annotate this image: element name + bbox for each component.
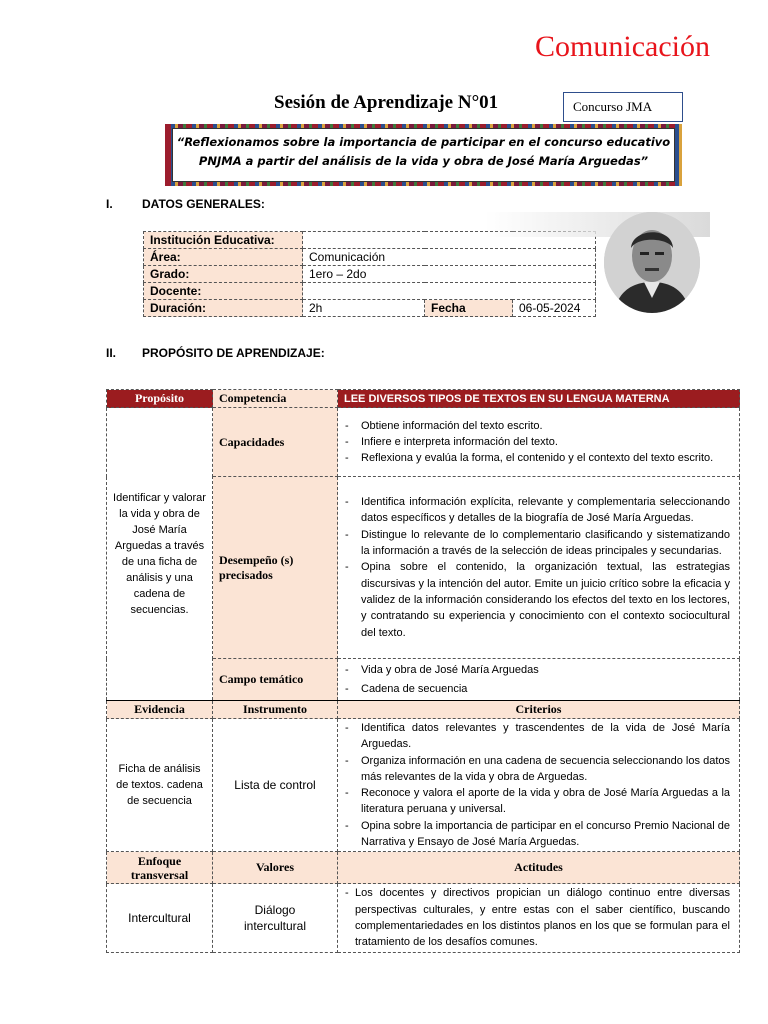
teacher-value <box>303 283 596 300</box>
subject-title: Comunicación <box>535 30 710 63</box>
competence-value: LEE DIVERSOS TIPOS DE TEXTOS EN SU LENGUA MATERNA <box>338 390 740 408</box>
contest-box: Concurso JMA <box>563 92 683 122</box>
attitudes-list <box>339 885 738 950</box>
table-row <box>144 300 596 317</box>
grade-label: Grado: <box>144 266 303 283</box>
table-row <box>107 701 740 719</box>
teacher-label: Docente: <box>144 283 303 300</box>
list-item: - Obtiene información del texto escrito. <box>339 418 730 434</box>
criteria-cell <box>338 719 740 852</box>
capacities-list <box>339 418 738 467</box>
table-row <box>107 884 740 952</box>
duration-label: Duración: <box>144 300 303 317</box>
section-title: PROPÓSITO DE APRENDIZAJE: <box>142 346 325 360</box>
instrument-header: Instrumento <box>213 701 338 719</box>
thematic-label: Campo temático <box>213 659 338 701</box>
list-item: - Los docentes y directivos propician un diálogo continuo entre diversas perspectivas culturales, y entre estas con el saber científico, buscando complementariedades en los distintos planos en los que se formulan para el tratamiento de los desafíos comunes. <box>339 885 730 950</box>
list-item: - Opina sobre la importancia de participar en el concurso Premio Nacional de Narrativa y Ensayo de José María Arguedas. <box>339 818 730 851</box>
performance-list <box>339 494 738 641</box>
section-number: II. <box>106 346 117 360</box>
purpose-header: Propósito <box>107 390 213 408</box>
table-row <box>144 249 596 266</box>
area-label: Área: <box>144 249 303 266</box>
list-item: - Cadena de secuencia <box>339 680 730 699</box>
list-item: - Opina sobre el contenido, la organización textual, las estrategias discursivas y la intención del autor. Emite un juicio crítico sobre la eficacia y validez de la información considerando los efectos del texto en los lectores, y contratando su experiencia y conocimiento con el contexto sociocultural del texto. <box>339 559 730 640</box>
section-number: I. <box>106 197 113 211</box>
values-text: Diálogo intercultural <box>213 884 338 952</box>
approach-text: Intercultural <box>107 884 213 952</box>
attitudes-cell <box>338 884 740 952</box>
table-row <box>107 852 740 884</box>
area-value: Comunicación <box>303 249 596 266</box>
approach-header: Enfoque transversal <box>107 852 213 884</box>
list-item: - Identifica datos relevantes y trascendentes de la vida de José María Arguedas. <box>339 720 730 753</box>
thematic-list <box>339 661 738 699</box>
date-value: 06-05-2024 <box>513 300 596 317</box>
capacities-label: Capacidades <box>213 408 338 477</box>
list-item: - Identifica información explícita, relevante y complementaria seleccionando datos específicos y detalles de la biografía de José María Arguedas. <box>339 494 730 527</box>
duration-value: 2h <box>303 300 425 317</box>
list-item: - Infiere e interpreta información del texto. <box>339 434 730 450</box>
table-row <box>107 719 740 852</box>
purpose-text: Identificar y valorar la vida y obra de José María Arguedas a través de una ficha de análisis y una cadena de secuencias. <box>107 408 213 701</box>
list-item: - Reflexiona y evalúa la forma, el contenido y el contexto del texto escrito. <box>339 450 730 466</box>
instrument-text: Lista de control <box>213 719 338 852</box>
table-row <box>107 390 740 408</box>
performance-cell <box>338 477 740 659</box>
performance-label: Desempeño (s) precisados <box>213 477 338 659</box>
attitudes-header: Actitudes <box>338 852 740 884</box>
table-row <box>144 283 596 300</box>
evidence-text: Ficha de análisis de textos. cadena de secuencia <box>107 719 213 852</box>
grade-value: 1ero – 2do <box>303 266 596 283</box>
purpose-table <box>106 389 740 953</box>
list-item: - Distingue lo relevante de lo complementario clasificando y sistematizando la información a través de la selección de ideas principales y secundarias. <box>339 527 730 560</box>
table-row <box>144 266 596 283</box>
table-row <box>107 408 740 477</box>
general-data-table <box>143 231 596 317</box>
list-item: - Organiza información en una cadena de secuencia seleccionando los datos más relevantes de la vida y obra de Arguedas. <box>339 753 730 786</box>
list-item: - Reconoce y valora el aporte de la vida y obra de José María Arguedas a la literatura peruana y universal. <box>339 785 730 818</box>
thematic-cell <box>338 659 740 701</box>
banner-text <box>172 128 675 182</box>
values-header: Valores <box>213 852 338 884</box>
portrait-photo-icon <box>604 212 700 313</box>
list-item: - Vida y obra de José María Arguedas <box>339 661 730 680</box>
banner-line-1: “Reflexionamos sobre la importancia de participar en el concurso educativo <box>176 135 671 149</box>
competence-header: Competencia <box>213 390 338 408</box>
date-label: Fecha <box>425 300 513 317</box>
title-banner <box>165 124 682 186</box>
capacities-cell <box>338 408 740 477</box>
criteria-list <box>339 720 738 850</box>
session-title: Sesión de Aprendizaje N°01 <box>274 92 499 113</box>
criteria-header: Criterios <box>338 701 740 719</box>
institution-label: Institución Educativa: <box>144 232 303 249</box>
evidence-header: Evidencia <box>107 701 213 719</box>
banner-line-2: PNJMA a partir del análisis de la vida y obra de José María Arguedas” <box>198 154 649 168</box>
section-title: DATOS GENERALES: <box>142 197 265 211</box>
